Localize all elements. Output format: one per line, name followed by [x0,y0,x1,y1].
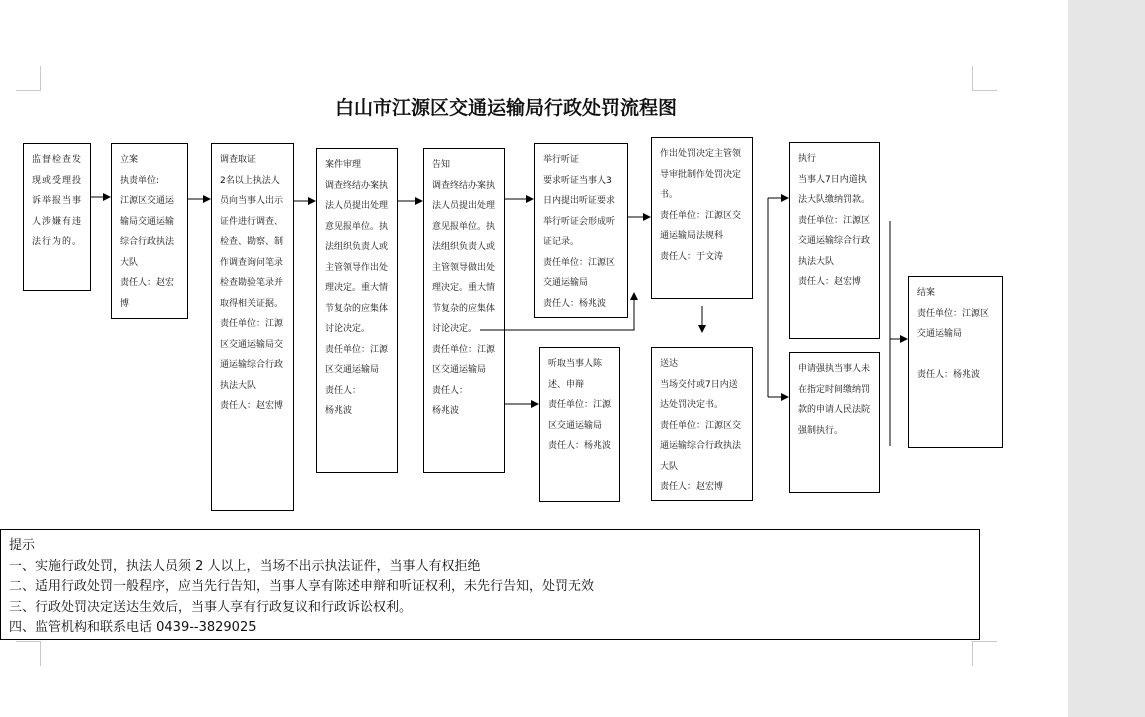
box-inspect-line: 监督检查发现或受理投诉举报当事人涉嫌有违法行为的。 [32,155,83,247]
box-investigate-line: 2名以上执法人员向当事人出示证件进行调查、检查、勘察、制作调查询问笔录检查勘验笔录并取得相关证据。 [220,175,284,309]
box-filing-line: 执责单位: [120,175,160,186]
box-delivery-line: 送达 [660,359,679,369]
box-delivery-line: 责任人：赵宏博 [660,482,724,492]
box-enforce-line: 申请强执当事人未在指定时间缴纳罚款的申请人民法院强制执行。 [798,364,871,436]
box-review-line: 责任人： [325,385,362,396]
box-hearing-line: 责任单位：江源区交通运输局 [543,257,616,288]
box-decision-line: 作出处罚决定主管领导审批制作处罚决定书。 [660,149,742,200]
arrow-notify-to-decision [480,293,634,330]
box-execute-line: 责任人：赵宏博 [798,277,862,287]
box-notify-line: 责任人： [432,385,469,396]
box-hearing-line: 举行听证 [543,155,580,165]
box-hearing-line: 责任人：杨兆波 [543,298,607,309]
box-delivery-line: 当场交付或7日内送达处罚决定书。 [660,379,738,410]
box-statement-line: 责任人：杨兆波 [548,441,612,451]
box-filing-line: 责任人：赵宏博 [120,278,175,309]
box-statement-line: 责任单位：江源区交通运输局 [548,400,612,431]
box-notify-line: 调查终结办案执法人员提出处理意见报单位。执法组织负责人或主管领导做出处理决定。重大情节复杂的应集体讨论决定。 [432,180,496,334]
box-review-line: 调查终结办案执法人员提出处理意见报单位。执法组织负责人或主管领导作出处理决定。重大情节复杂的应集体讨论决定。 [325,180,389,334]
hint-line-3: 三、行政处罚决定送达生效后，当事人享有行政复议和行政诉讼权利。 [9,599,413,615]
box-investigate-line: 责任单位：江源区交通运输局交通运输综合行政执法大队 [220,319,284,391]
box-review-line: 杨兆波 [325,406,353,416]
box-investigate-line: 调查取证 [220,155,257,165]
box-close-line: 结案 [917,288,936,298]
box-investigate-line: 责任人：赵宏博 [220,401,284,411]
hint-line-1: 一、实施行政处罚，执法人员须 2 人以上，当场不出示执法证件，当事人有权拒绝 [9,558,481,574]
hint-box [0,529,980,640]
box-execute-line: 当事人7日内道执法大队缴纳罚款。 [798,174,871,205]
box-execute-line: 责任单位：江源区交通运输综合行政执法大队 [798,215,871,267]
box-decision-line: 责任单位：江源区交通运输局法规科 [660,210,742,241]
box-close-line: 责任单位：江源区交通运输局 [917,308,990,339]
hint-heading: 提示 [9,538,36,553]
hint-line-4: 四、监管机构和联系电话 0439--3829025 [9,620,257,635]
box-review-line: 案件审理 [325,160,362,170]
box-delivery-line: 责任单位：江源区交通运输综合行政执法大队 [660,420,742,472]
box-hearing-line: 要求听证当事人3日内提出听证要求举行听证会形成听证记录。 [543,175,616,247]
box-notify-line: 告知 [432,160,451,170]
box-notify-line: 杨兆波 [432,406,460,416]
box-review-line: 责任单位：江源区交通运输局 [325,344,389,375]
page-title: 白山市江源区交通运输局行政处罚流程图 [334,97,677,119]
box-close-line: 责任人：杨兆波 [917,370,981,380]
window-gutter [1068,0,1145,717]
hint-line-2: 二、适用行政处罚一般程序，应当先行告知，当事人享有陈述申辩和听证权利，未先行告知，处罚无效 [9,579,595,594]
box-notify-line: 责任单位：江源区交通运输局 [432,344,496,375]
box-decision-line: 责任人：于文涛 [660,251,724,262]
box-execute-line: 执行 [798,154,817,164]
box-filing-line: 江源区交通运输局交通运输综合行政执法大队 [120,196,175,268]
box-filing-line: 立案 [120,155,139,165]
box-statement-line: 听取当事人陈述、申辩 [548,359,603,390]
